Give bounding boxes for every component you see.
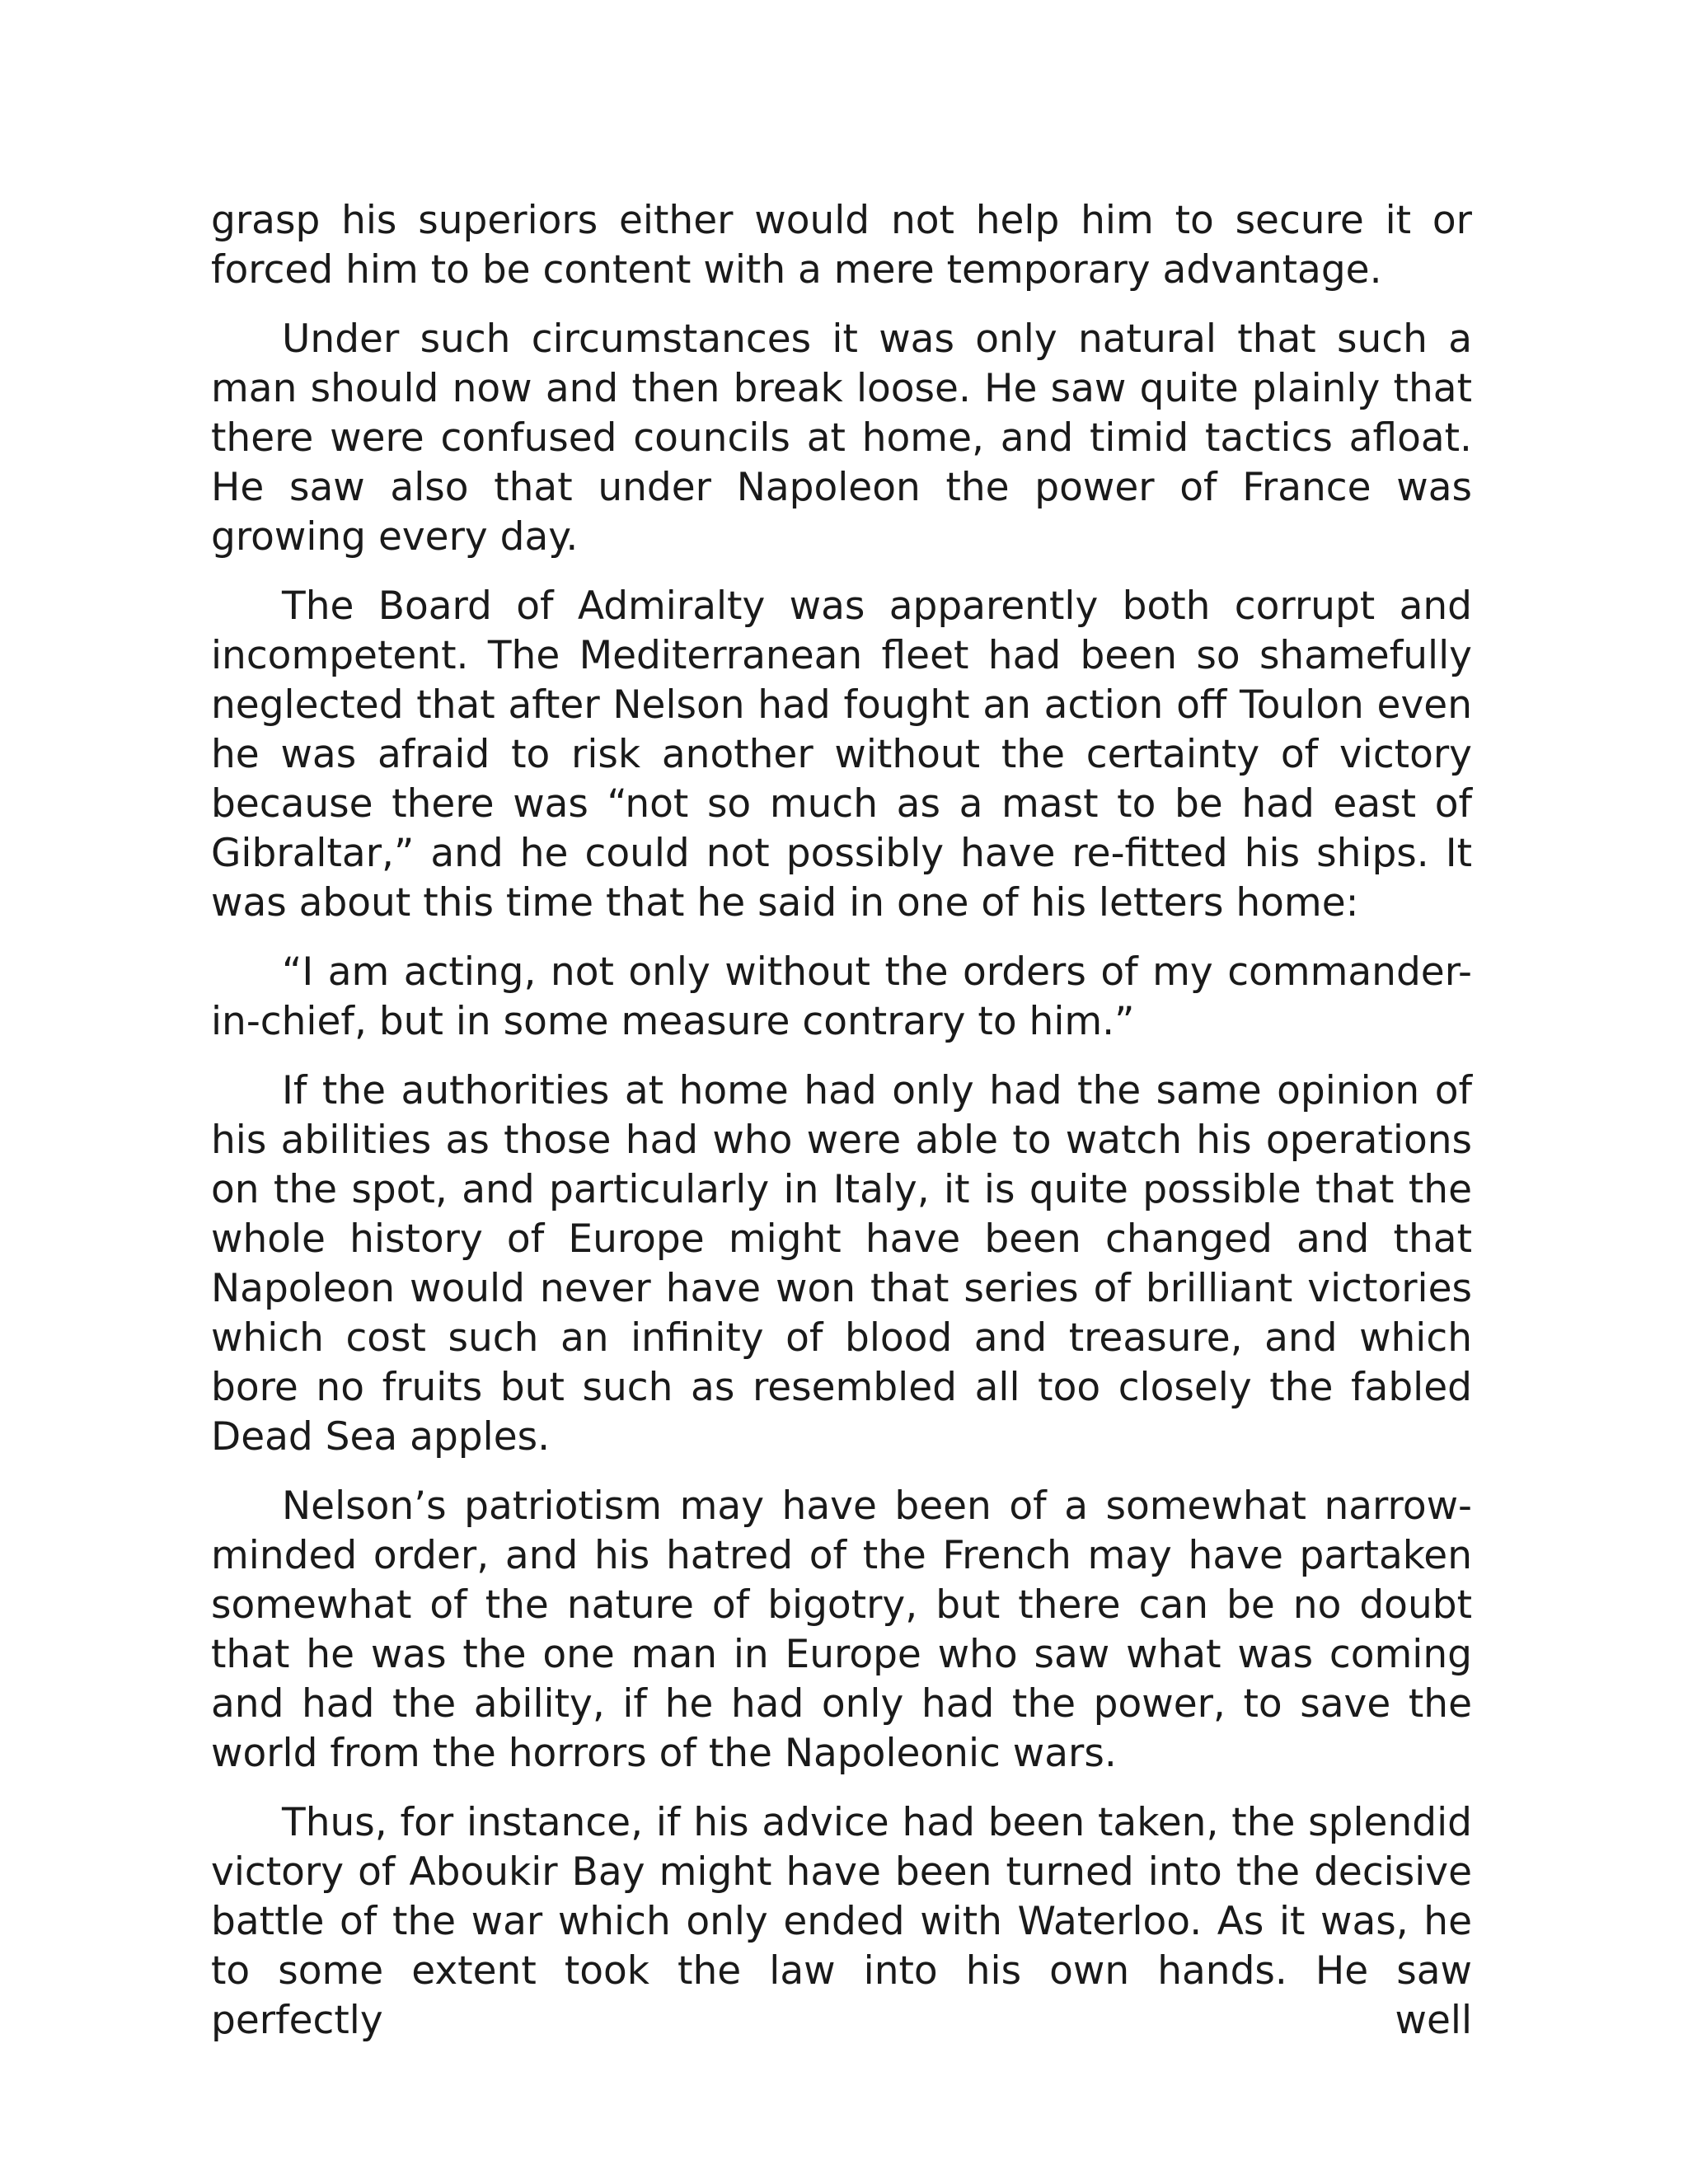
paragraph: If the authorities at home had only had the same opinion of his abilities as those had who were able to watch his operations on the spot, and particularly in Italy, it is quite possible that the whole history of Europe might have been changed and that Napoleon would never have won that series of brilliant victories which cost such an infinity of blood and treasure, and which bore no fruits but such as resembled all too closely the fabled Dead Sea apples. xyxy=(211,1068,1472,1460)
paragraph: The Board of Admiralty was apparently both corrupt and incompetent. The Mediterranean fleet had been so shamefully neglected that after Nelson had fought an action off Toulon even he was afraid to risk another without the certainty of victory because there was “not so much as a mast to be had east of Gibraltar,” and he could not possibly have re-fitted his ships. It was about this time that he said in one of his letters home: xyxy=(211,583,1472,926)
paragraph-continues: Thus, for instance, if his advice had been taken, the splendid victory of Aboukir Bay might have been turned into the decisive battle of the war which only ended with Waterloo. As it was, he to some extent took the law into his own hands. He saw perfectly well xyxy=(211,1800,1472,2043)
paragraph: Nelson’s patriotism may have been of a somewhat narrow-minded order, and his hatred of the French may have partaken somewhat of the nature of bigotry, but there can be no doubt that he was the one man in Europe who saw what was coming and had the ability, if he had only had the power, to save the world from the horrors of the Napoleonic wars. xyxy=(211,1483,1472,1776)
page-body xyxy=(211,196,1472,2065)
quote-paragraph: “I am acting, not only without the orders of my commander-in-chief, but in some measure contrary to him.” xyxy=(211,949,1472,1044)
paragraph-continued: grasp his superiors either would not help him to secure it or forced him to be content with a mere temporary advantage. xyxy=(211,198,1472,293)
paragraph: Under such circumstances it was only natural that such a man should now and then break loose. He saw quite plainly that there were confused councils at home, and timid tactics afloat. He saw also that under Napoleon the power of France was growing every day. xyxy=(211,316,1472,560)
